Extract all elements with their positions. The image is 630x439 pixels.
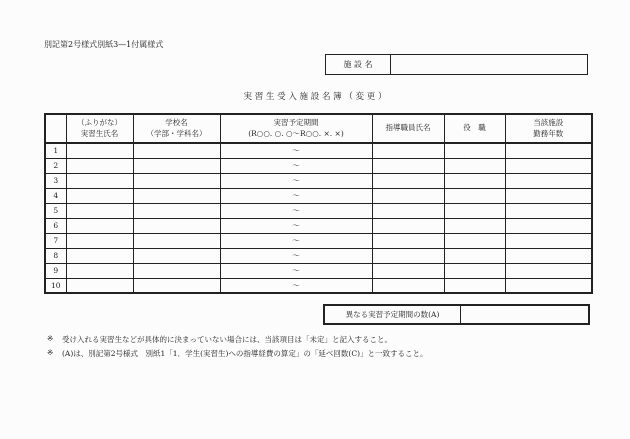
trainee-name-cell[interactable] bbox=[66, 143, 133, 158]
col-header-row-no bbox=[45, 114, 66, 143]
years-cell[interactable] bbox=[505, 203, 592, 218]
years-cell[interactable] bbox=[505, 143, 592, 158]
col-header-school bbox=[133, 114, 220, 143]
years-cell[interactable] bbox=[505, 233, 592, 248]
table-row bbox=[45, 158, 592, 173]
school-cell[interactable] bbox=[133, 278, 220, 293]
period-cell[interactable]: ～ bbox=[220, 218, 372, 233]
years-cell[interactable] bbox=[505, 158, 592, 173]
position-cell[interactable] bbox=[444, 158, 505, 173]
instructor-cell[interactable] bbox=[372, 263, 444, 278]
trainee-name-cell[interactable] bbox=[66, 218, 133, 233]
row-number: 10 bbox=[45, 278, 66, 293]
period-cell[interactable]: ～ bbox=[220, 248, 372, 263]
row-number: 2 bbox=[45, 158, 66, 173]
trainee-name-cell[interactable] bbox=[66, 263, 133, 278]
trainee-name-cell[interactable] bbox=[66, 173, 133, 188]
table-row bbox=[45, 173, 592, 188]
col-header-period bbox=[220, 114, 372, 143]
facility-name-label: 施 設 名 bbox=[326, 55, 391, 74]
roster-table bbox=[44, 113, 593, 294]
header-line: 学校名 bbox=[165, 118, 188, 128]
instructor-cell[interactable] bbox=[372, 173, 444, 188]
years-cell[interactable] bbox=[505, 173, 592, 188]
col-header-years bbox=[505, 114, 592, 143]
facility-name-box bbox=[325, 54, 588, 75]
school-cell[interactable] bbox=[133, 233, 220, 248]
period-cell[interactable]: ～ bbox=[220, 203, 372, 218]
school-cell[interactable] bbox=[133, 158, 220, 173]
instructor-cell[interactable] bbox=[372, 278, 444, 293]
row-number: 9 bbox=[45, 263, 66, 278]
row-number: 1 bbox=[45, 143, 66, 158]
trainee-name-cell[interactable] bbox=[66, 188, 133, 203]
row-number: 5 bbox=[45, 203, 66, 218]
school-cell[interactable] bbox=[133, 263, 220, 278]
table-row bbox=[45, 218, 592, 233]
summary-value-input[interactable] bbox=[461, 306, 588, 323]
school-cell[interactable] bbox=[133, 173, 220, 188]
table-row bbox=[45, 278, 592, 293]
table-row bbox=[45, 188, 592, 203]
header-line: （ふりがな） bbox=[77, 118, 122, 128]
col-header-instructor: 指導職員氏名 bbox=[372, 114, 444, 143]
table-row bbox=[45, 248, 592, 263]
position-cell[interactable] bbox=[444, 203, 505, 218]
row-number: 3 bbox=[45, 173, 66, 188]
header-line: 実習生氏名 bbox=[80, 128, 119, 138]
instructor-cell[interactable] bbox=[372, 218, 444, 233]
period-cell[interactable]: ～ bbox=[220, 278, 372, 293]
trainee-name-cell[interactable] bbox=[66, 158, 133, 173]
header-line: （学部・学科名） bbox=[146, 128, 207, 138]
school-cell[interactable] bbox=[133, 248, 220, 263]
note-text: 受け入れる実習生などが具体的に決まっていない場合には、当該項目は「未定」と記入すること。 bbox=[62, 335, 392, 344]
footnotes bbox=[47, 334, 428, 362]
position-cell[interactable] bbox=[444, 218, 505, 233]
summary-label: 異なる実習予定期間の数(A) bbox=[325, 306, 461, 323]
page-title: 実 習 生 受 入 施 設 名 簿 （ 変 更 ） bbox=[243, 92, 387, 102]
position-cell[interactable] bbox=[444, 188, 505, 203]
instructor-cell[interactable] bbox=[372, 248, 444, 263]
trainee-name-cell[interactable] bbox=[66, 233, 133, 248]
instructor-cell[interactable] bbox=[372, 143, 444, 158]
table-row bbox=[45, 143, 592, 158]
school-cell[interactable] bbox=[133, 188, 220, 203]
instructor-cell[interactable] bbox=[372, 233, 444, 248]
header-line: 勤務年数 bbox=[533, 128, 564, 138]
school-cell[interactable] bbox=[133, 203, 220, 218]
col-header-position: 役 職 bbox=[444, 114, 505, 143]
row-number: 6 bbox=[45, 218, 66, 233]
trainee-name-cell[interactable] bbox=[66, 203, 133, 218]
row-number: 8 bbox=[45, 248, 66, 263]
school-cell[interactable] bbox=[133, 218, 220, 233]
period-cell[interactable]: ～ bbox=[220, 173, 372, 188]
instructor-cell[interactable] bbox=[372, 203, 444, 218]
years-cell[interactable] bbox=[505, 263, 592, 278]
footnote bbox=[47, 348, 428, 359]
instructor-cell[interactable] bbox=[372, 158, 444, 173]
period-cell[interactable]: ～ bbox=[220, 233, 372, 248]
trainee-name-cell[interactable] bbox=[66, 278, 133, 293]
position-cell[interactable] bbox=[444, 278, 505, 293]
header-line: 当該施設 bbox=[533, 118, 564, 128]
summary-box bbox=[323, 304, 590, 325]
years-cell[interactable] bbox=[505, 218, 592, 233]
years-cell[interactable] bbox=[505, 278, 592, 293]
period-cell[interactable]: ～ bbox=[220, 188, 372, 203]
table-row bbox=[45, 203, 592, 218]
school-cell[interactable] bbox=[133, 143, 220, 158]
row-number: 7 bbox=[45, 233, 66, 248]
period-cell[interactable]: ～ bbox=[220, 263, 372, 278]
period-cell[interactable]: ～ bbox=[220, 143, 372, 158]
position-cell[interactable] bbox=[444, 143, 505, 158]
header-line: 実習予定期間 bbox=[273, 118, 319, 128]
header-row bbox=[45, 114, 592, 143]
position-cell[interactable] bbox=[444, 263, 505, 278]
form-id: 別記第2号様式別紙3—1付属様式 bbox=[44, 40, 164, 49]
position-cell[interactable] bbox=[444, 173, 505, 188]
header-line: (R○○. ○. ○～R○○. ×. ×) bbox=[248, 128, 344, 138]
position-cell[interactable] bbox=[444, 248, 505, 263]
trainee-name-cell[interactable] bbox=[66, 248, 133, 263]
years-cell[interactable] bbox=[505, 248, 592, 263]
row-number: 4 bbox=[45, 188, 66, 203]
instructor-cell[interactable] bbox=[372, 188, 444, 203]
note-text: (A)は、別記第2号様式 別紙1「1．学生(実習生)への指導経費の算定」の「延べ回数(C)」と一致すること。 bbox=[62, 349, 428, 358]
note-marker: ※ bbox=[47, 348, 54, 357]
note-marker: ※ bbox=[47, 334, 54, 343]
years-cell[interactable] bbox=[505, 188, 592, 203]
footnote bbox=[47, 334, 428, 345]
period-cell[interactable]: ～ bbox=[220, 158, 372, 173]
table-row bbox=[45, 233, 592, 248]
col-header-trainee-name bbox=[66, 114, 133, 143]
table-row bbox=[45, 263, 592, 278]
position-cell[interactable] bbox=[444, 233, 505, 248]
facility-name-input[interactable] bbox=[391, 55, 587, 74]
